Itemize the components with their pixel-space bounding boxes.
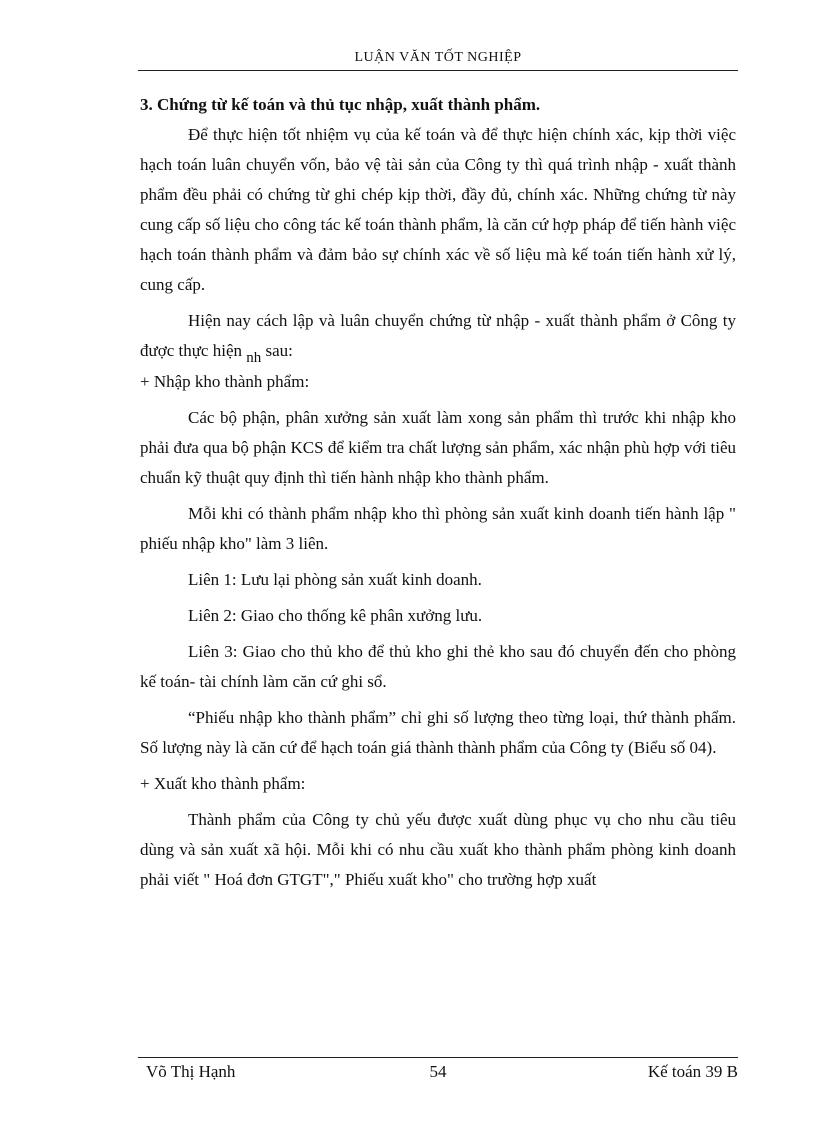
paragraph-current-procedure-text: Hiện nay cách lập và luân chuyển chứng từ nhập - xuất thành phẩm ở Công ty được thực hiện xyxy=(140,311,736,360)
paragraph-current-procedure xyxy=(140,306,736,367)
page-content xyxy=(140,90,736,895)
bullet-receiving: + Nhập kho thành phẩm: xyxy=(140,372,310,391)
section-heading: 3. Chứng từ kế toán và thủ tục nhập, xuất thành phẩm. xyxy=(140,95,541,114)
bullet-issuing: + Xuất kho thành phẩm: xyxy=(140,774,306,793)
copy-1: Liên 1: Lưu lại phòng sản xuất kinh doanh. xyxy=(188,570,482,589)
paragraph-current-procedure-end: sau: xyxy=(265,341,293,360)
paragraph-current-procedure-subscript: nh xyxy=(246,350,262,366)
header-divider xyxy=(138,70,738,71)
paragraph-documents-purpose: Để thực hiện tốt nhiệm vụ của kế toán và để thực hiện chính xác, kịp thời việc hạch toán luân chuyển vốn, bảo vệ tài sản của Công ty thì quá trình nhập - xuất thành phẩm đều phải có chứng từ ghi chép kịp thời, đầy đủ, chính xác. Những chứng từ này cung cấp số liệu cho công tác kế toán thành phẩm, là căn cứ hợp pháp để tiến hành việc hạch toán thành phẩm và đảm bảo sự chính xác về số liệu mà kế toán tiến hành xử lý, cung cấp. xyxy=(140,125,736,294)
footer-author: Võ Thị Hạnh xyxy=(146,1062,236,1081)
paragraph-receipt-voucher: Mỗi khi có thành phẩm nhập kho thì phòng sản xuất kinh doanh tiến hành lập " phiếu nhập kho" làm 3 liên. xyxy=(140,504,736,553)
footer-page-number: 54 xyxy=(429,1062,447,1081)
header-title: LUẬN VĂN TỐT NGHIỆP xyxy=(354,50,522,65)
paragraph-issuing: Thành phẩm của Công ty chủ yếu được xuất dùng phục vụ cho nhu cầu tiêu dùng và sản xuất xã hội. Mỗi khi có nhu cầu xuất kho thành phẩm phòng kinh doanh phải viết " Hoá đơn GTGT"," Phiếu xuất kho" cho trường hợp xuất xyxy=(140,810,736,889)
footer-class: Kế toán 39 B xyxy=(647,1062,738,1081)
copy-2: Liên 2: Giao cho thống kê phân xưởng lưu. xyxy=(188,606,483,625)
copy-3: Liên 3: Giao cho thủ kho để thủ kho ghi thẻ kho sau đó chuyển đến cho phòng kế toán- tài chính làm căn cứ ghi sổ. xyxy=(140,642,736,691)
paragraph-kcs-inspection: Các bộ phận, phân xưởng sản xuất làm xong sản phẩm thì trước khi nhập kho phải đưa qua bộ phận KCS để kiểm tra chất lượng sản phẩm, xác nhận phù hợp với tiêu chuẩn kỹ thuật quy định thì tiến hành nhập kho thành phẩm. xyxy=(140,408,736,487)
paragraph-receipt-note: “Phiếu nhập kho thành phẩm” chỉ ghi số lượng theo từng loại, thứ thành phẩm. Số lượng này là căn cứ để hạch toán giá thành thành phẩm của Công ty (Biểu số 04). xyxy=(140,708,736,757)
footer-divider xyxy=(138,1057,738,1058)
